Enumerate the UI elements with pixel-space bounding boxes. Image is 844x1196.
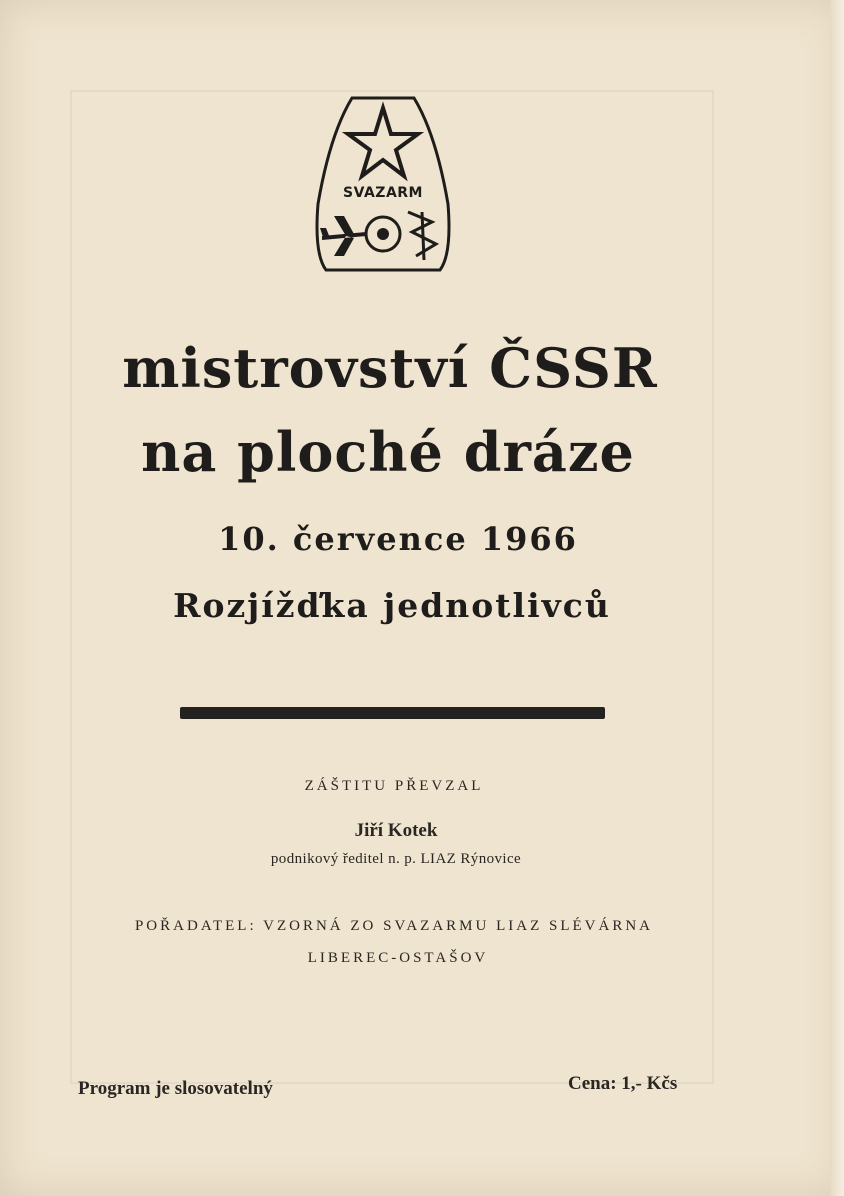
title-line-2: na ploché dráze bbox=[141, 420, 635, 484]
organizer-line-1: POŘADATEL: VZORNÁ ZO SVAZARMU LIAZ SLÉVÁRNA bbox=[134, 918, 654, 934]
event-name: Rozjížďka jednotlivců bbox=[173, 586, 611, 625]
patron-role: podnikový ředitel n. p. LIAZ Rýnovice bbox=[270, 851, 522, 867]
title-line-1: mistrovství ČSSR bbox=[122, 336, 658, 400]
page-edge bbox=[830, 0, 844, 1196]
patron-name: Jiří Kotek bbox=[354, 820, 438, 841]
target-center bbox=[377, 228, 389, 240]
divider-rule bbox=[180, 707, 605, 719]
antenna-line bbox=[422, 212, 424, 260]
organizer-line-2: LIBEREC-OSTAŠOV bbox=[307, 950, 489, 966]
emblem-graphic bbox=[312, 94, 454, 276]
shield-shape bbox=[317, 98, 449, 270]
event-date: 10. července 1966 bbox=[218, 520, 578, 558]
footer-note: Program je slosovatelný bbox=[78, 1078, 273, 1099]
emblem-label: SVAZARM bbox=[342, 185, 424, 201]
svazarm-emblem-icon bbox=[312, 94, 454, 276]
patronage-label: ZÁŠTITU PŘEVZAL bbox=[304, 778, 484, 794]
price-label: Cena: 1,- Kčs bbox=[568, 1073, 678, 1094]
